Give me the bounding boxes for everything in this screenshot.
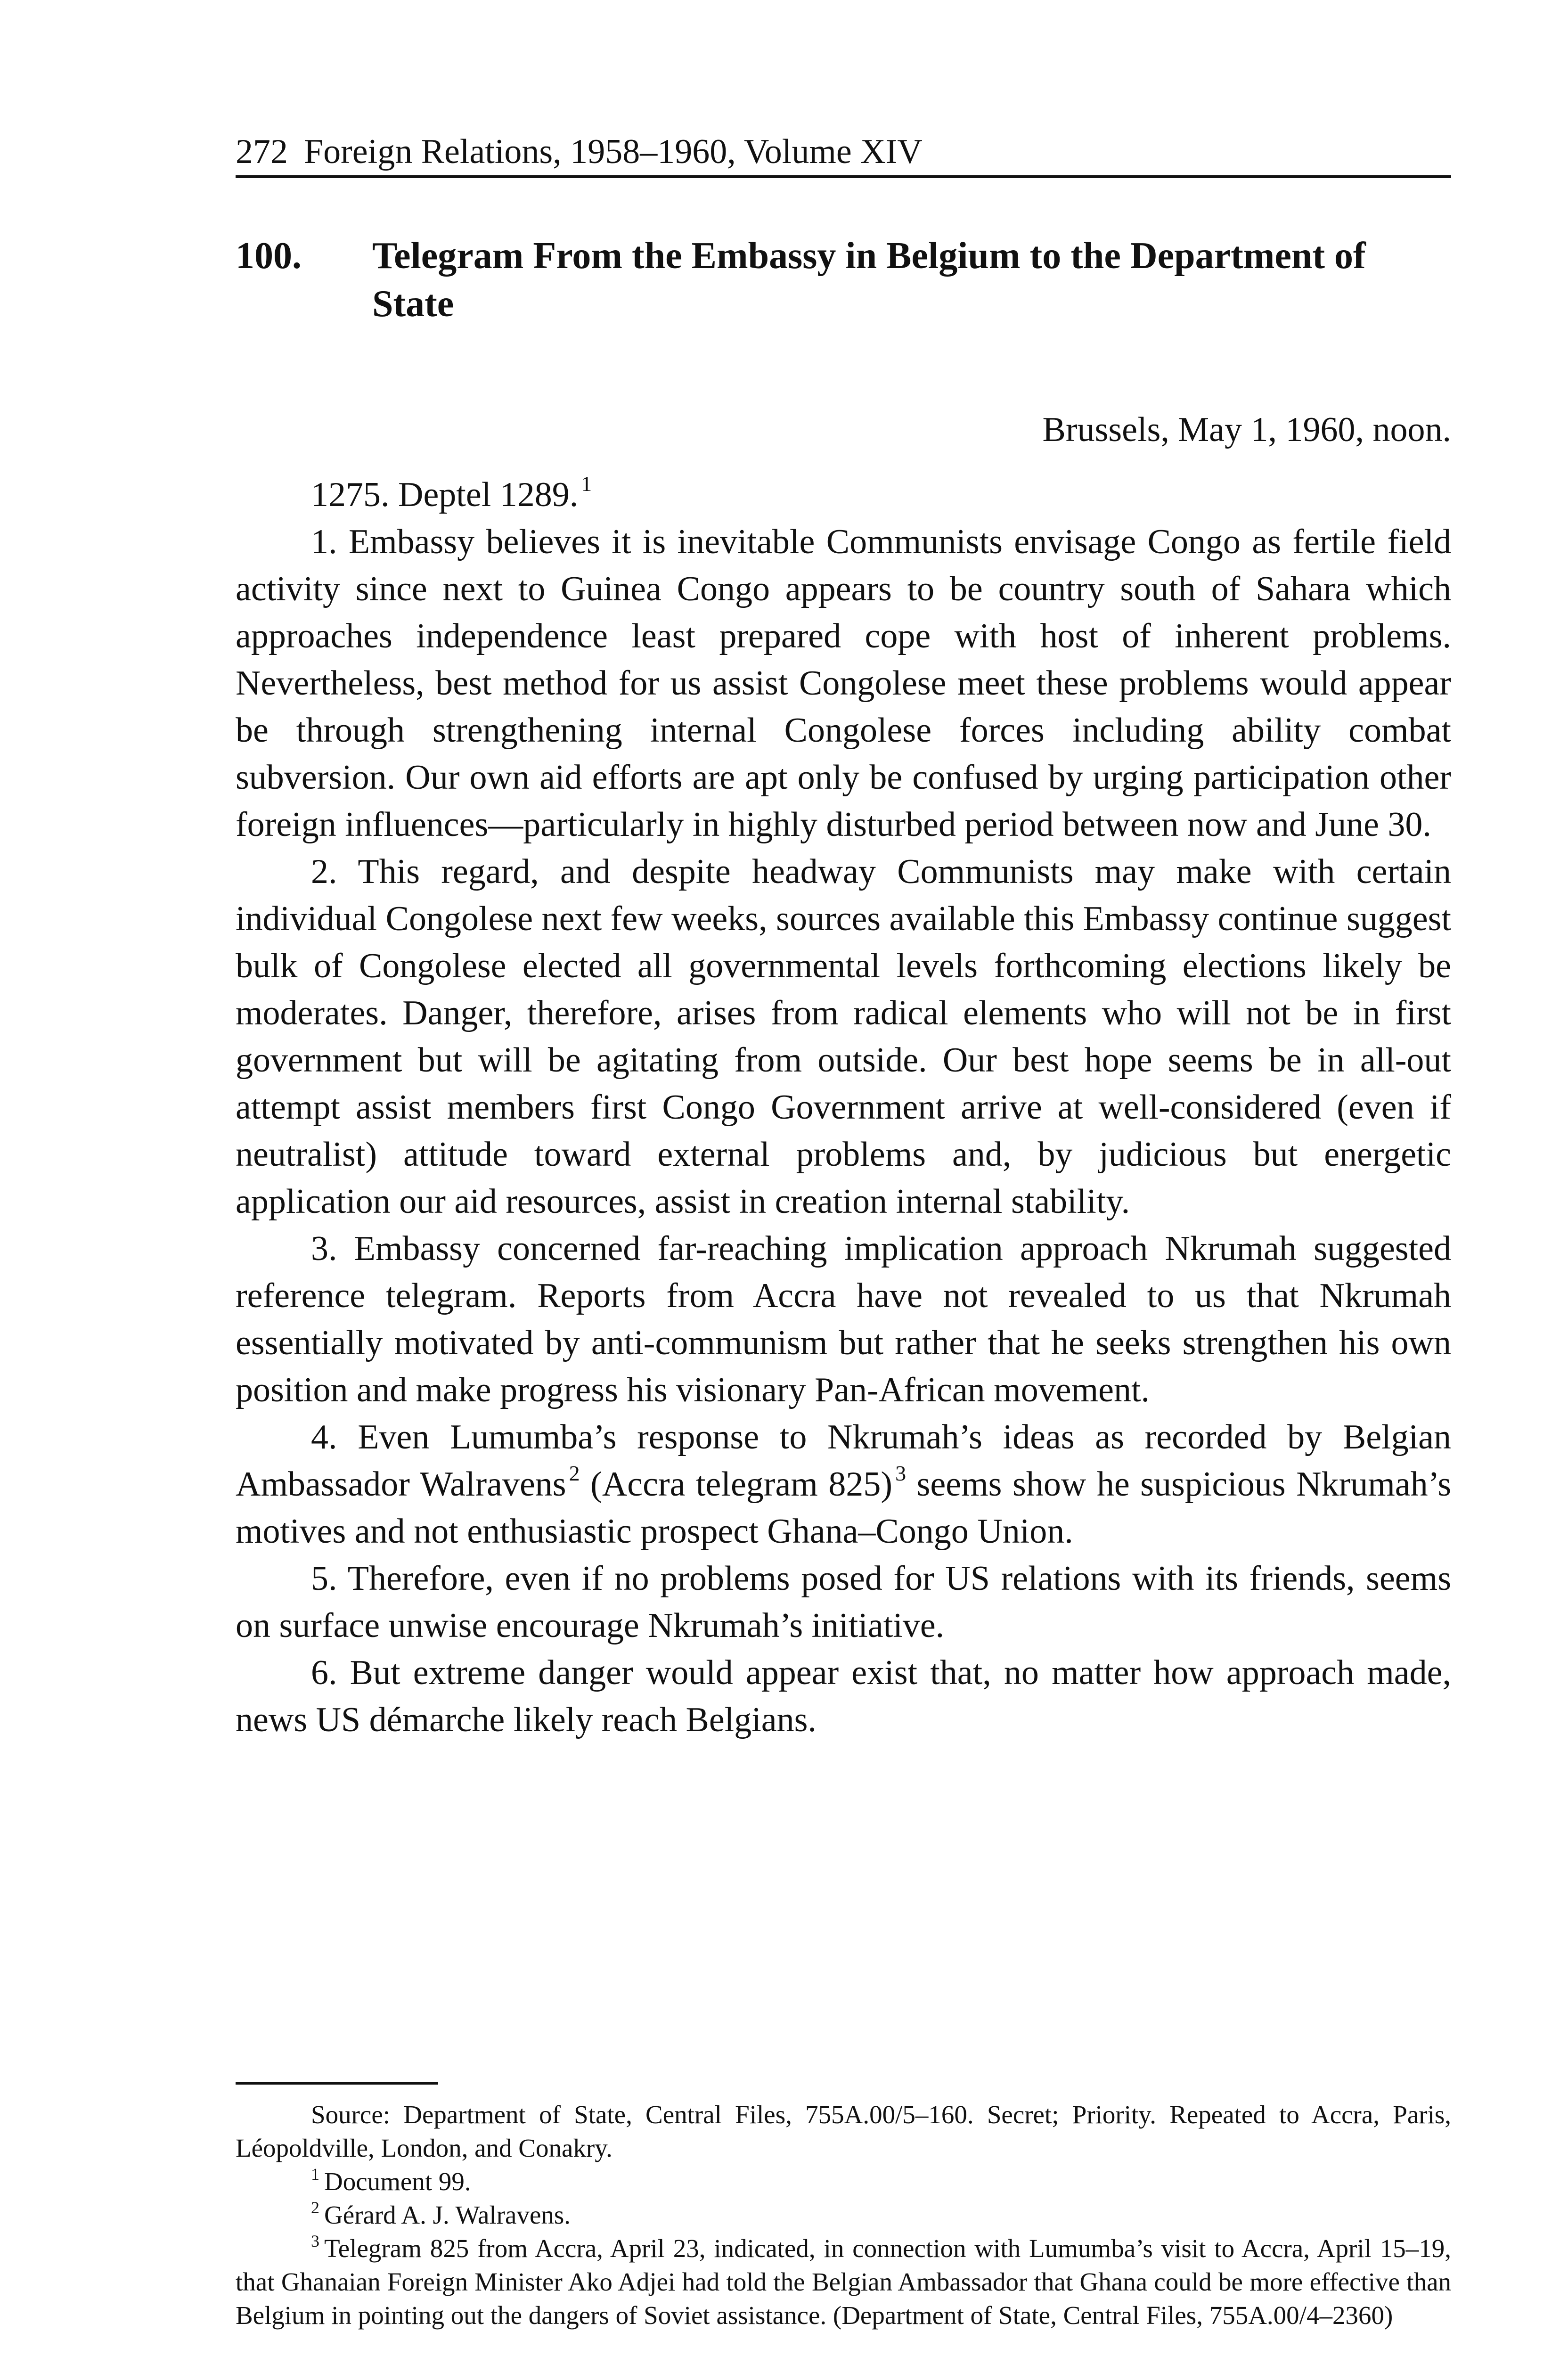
running-head-title: Foreign Relations, 1958–1960, Volume XIV [304,132,923,171]
paragraph-2: 2. This regard, and despite headway Communists may make with certain individual Congolese next few weeks, sources available this Embassy continue suggest bulk of Congolese elected all governmental levels forthcoming elections likely be moderates. Danger, therefore, arises from radical elements who will not be in first government but will be agitating from outside. Our best hope seems be in all-out attempt assist members first Congo Government arrive at well-considered (even if neutralist) attitude toward external problems and, by judicious but energetic application our aid resources, assist in creation internal stability. [236,852,1451,1221]
footnotes [236,2098,1451,2332]
document-heading [236,232,1451,328]
footnote-marker: 3 [895,1461,906,1485]
footnote-marker: 1 [581,472,592,496]
paragraph-4 [236,1414,1451,1555]
paragraph-4-part-a: 4. Even Lumumba’s response to Nkrumah’s ideas as recorded by Belgian Ambassador Walravens [236,1418,1451,1504]
footnote-text: Document 99. [324,2167,471,2196]
paragraph-5: 5. Therefore, even if no problems posed for US relations with its friends, seems on surface unwise encourage Nkrumah’s initiative. [236,1559,1451,1645]
paragraph-1: 1. Embassy believes it is inevitable Communists envisage Congo as fertile field activity since next to Guinea Congo appears to be country south of Sahara which approaches independence least prepared cope with host of inherent problems. Nevertheless, best method for us assist Congolese meet these problems would appear be through strengthening internal Congolese forces including ability combat subversion. Our own aid efforts are apt only be confused by urging participation other foreign influences—particularly in highly disturbed period between now and June 30. [236,523,1451,844]
footnote-divider [236,2082,438,2085]
footnote-3 [236,2232,1451,2332]
paragraph-4-part-c: seems show he suspicious Nkrumah’s motives and not enthusiastic prospect Ghana–Congo Union. [236,1465,1451,1551]
footnote-1 [236,2165,1451,2198]
source-note: Source: Department of State, Central Files, 755A.00/5–160. Secret; Priority. Repeated to Accra, Paris, Léopoldville, London, and Conakry. [236,2100,1451,2162]
footnote-text: Telegram 825 from Accra, April 23, indicated, in connection with Lumumba’s visit to Accra, April 15–19, that Ghanaian Foreign Minister Ako Adjei had told the Belgian Ambassador that Ghana could be more effective than Belgium in pointing out the dangers of Soviet assistance. (Department of State, Central Files, 755A.00/4–2360) [236,2234,1451,2330]
paragraph-4-part-b: (Accra telegram 825) [590,1465,893,1504]
footnote-mark: 3 [311,2232,319,2250]
paragraph-3: 3. Embassy concerned far-reaching implication approach Nkrumah suggested reference telegram. Reports from Accra have not revealed to us that Nkrumah essentially motivated by anti-communism but rather that he seeks strengthen his own position and make progress his visionary Pan-African movement. [236,1229,1451,1409]
footnote-mark: 2 [311,2198,319,2217]
footnote-mark: 1 [311,2165,319,2184]
footnote-marker: 2 [569,1461,580,1485]
paragraph-6: 6. But extreme danger would appear exist that, no matter how approach made, news US démarche likely reach Belgians. [236,1653,1451,1739]
footnote-2 [236,2198,1451,2232]
page-number: 272 [236,132,288,171]
reference-line [236,471,1451,518]
telegram-body [236,471,1451,1743]
document-number: 100. [236,235,302,277]
reference-text: 1275. Deptel 1289. [311,475,579,514]
dateline: Brussels, May 1, 1960, noon. [1042,410,1451,449]
document-title: Telegram From the Embassy in Belgium to the Department of State [372,235,1366,325]
running-head [236,128,1451,178]
footnote-text: Gérard A. J. Walravens. [324,2201,571,2229]
